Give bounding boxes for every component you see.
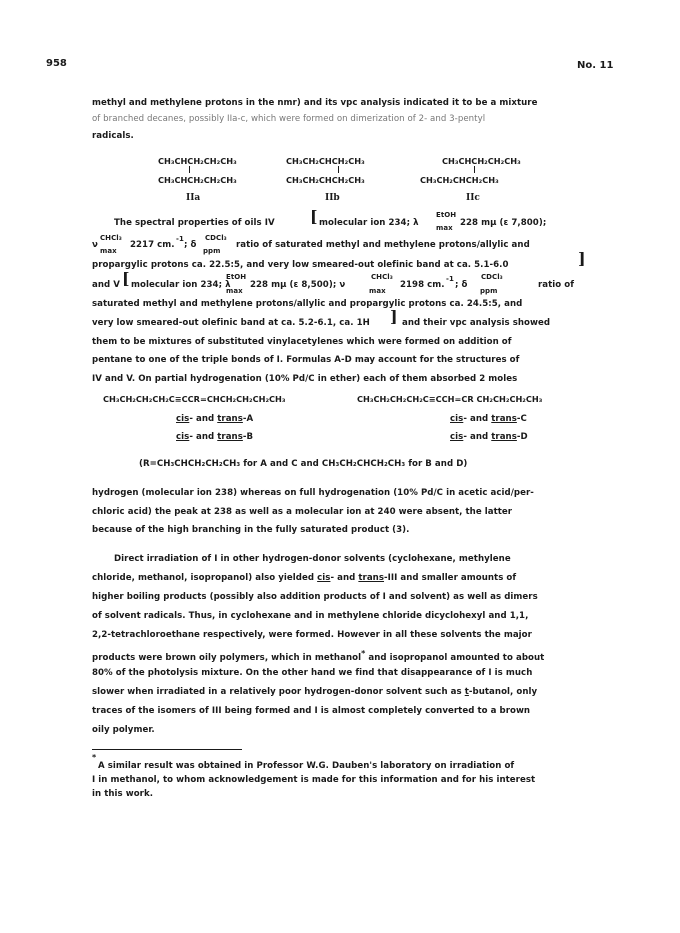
text-run: products were brown oily polymers, which in methanol: [92, 652, 362, 663]
formula-a-b: CH₃CH₂CH₂CH₂C≡CCR=CHCH₂CH₂CH₂CH₃: [103, 394, 286, 404]
text-run: trans: [491, 414, 517, 424]
text-run: very low smeared-out olefinic band at ca. 5.2-6.1, ca. 1H: [92, 318, 370, 328]
text-run: 228 mμ (ε 7,800);: [460, 218, 547, 228]
superscript: CDCl₃: [205, 234, 227, 242]
superscript: EtOH: [226, 273, 247, 281]
paragraph-line: saturated methyl and methylene protons/allylic and propargylic protons ca. 24.5:5, and: [92, 299, 523, 309]
text-run: and isopropanol amounted to about: [368, 652, 545, 663]
text-run: t: [464, 687, 469, 697]
subscript: max: [226, 287, 243, 295]
paragraph-line: IV and V. On partial hydrogenation (10% Pd/C in ether) each of them absorbed 2 moles: [92, 374, 518, 384]
paragraph-line: chloric acid) the peak at 238 as well as a molecular ion at 240 were absent, the latter: [92, 507, 513, 517]
footnote-rule: [92, 749, 242, 750]
paragraph-line: of branched decanes, possibly IIa-c, which were formed on dimerization of 2- and 3-pentyl: [92, 114, 486, 124]
paragraph-line: [114, 218, 275, 228]
bracket-close: ]: [390, 307, 398, 326]
superscript: CHCl₃: [100, 234, 122, 242]
paragraph-line: of solvent radicals. Thus, in cyclohexane and in methylene chloride dicyclohexyl and 1,1,: [92, 611, 529, 621]
bracket-open: [: [310, 207, 318, 226]
formula-line: CH₃CHCH₂CH₂CH₃: [158, 175, 237, 185]
paragraph-line: 80% of the photolysis mixture. On the other hand we find that disappearance of I is much: [92, 668, 533, 678]
paragraph-line: [92, 573, 516, 583]
text-run: chloride, methanol, isopropanol) also yielded: [92, 573, 315, 583]
formula-line: CH₃CH₂CHCH₂CH₃: [286, 175, 365, 185]
text-run: -B: [242, 432, 254, 442]
text-run: - and: [330, 573, 356, 583]
text-run: molecular ion 234; λ: [131, 280, 231, 290]
paragraph-line: radicals.: [92, 131, 134, 141]
formula-line: CH₃CHCH₂CH₂CH₃: [158, 156, 237, 166]
subscript: max: [436, 224, 453, 232]
formula-line: CH₃CH₂CHCH₂CH₃: [286, 156, 365, 166]
text-run: cis: [176, 432, 190, 442]
text-run: trans: [491, 432, 517, 442]
text-run: cis: [450, 432, 464, 442]
text-run: slower when irradiated in a relatively poor hydrogen-donor solvent such as: [92, 687, 462, 697]
paragraph-line: pentane to one of the triple bonds of I. Formulas A-D may account for the structures of: [92, 355, 520, 365]
paragraph-line: 2,2-tetrachloroethane respectively, were formed. However in all these solvents the major: [92, 630, 532, 640]
paragraph-line: traces of the isomers of III being formed and I is almost completely converted to a brown: [92, 706, 531, 716]
text-run: ; δ: [455, 280, 468, 290]
footnote-line: in this work.: [92, 789, 154, 799]
text-run: 228 mμ (ε 8,500); ν: [250, 280, 346, 290]
text-run: ; δ: [184, 240, 197, 250]
text-run: 2217 cm.: [130, 240, 175, 250]
superscript: -1: [176, 235, 184, 243]
text-run: -C: [516, 414, 527, 424]
formula-c-d: CH₃CH₂CH₂CH₂C≡CCH=CR CH₂CH₂CH₂CH₃: [357, 394, 543, 404]
text-run: - and: [189, 414, 215, 424]
text-run: - and: [463, 414, 489, 424]
compound-label: IIb: [325, 193, 340, 203]
text-run: trans: [217, 432, 243, 442]
compound-label: IIc: [466, 193, 480, 203]
formula-line: CH₃CH₂CHCH₂CH₃: [420, 175, 499, 185]
text-run: -III and smaller amounts of: [384, 573, 517, 583]
text-run: cis: [317, 573, 331, 583]
text-run: ratio of: [538, 280, 575, 290]
isomer-label-a: [176, 414, 253, 424]
footnote-line: A similar result was obtained in Professor W.G. Dauben's laboratory on irradiation of: [98, 761, 515, 771]
paragraph-line: propargylic protons ca. 22.5:5, and very low smeared-out olefinic band at ca. 5.1-6.0: [92, 260, 509, 270]
journal-issue: No. 11: [577, 60, 614, 71]
text-run: The spectral properties of oils IV: [114, 218, 275, 228]
isomer-label-b: [176, 432, 253, 442]
bracket-open: [: [122, 269, 130, 288]
bracket-close: ]: [578, 249, 586, 268]
text-run: 2198 cm.: [400, 280, 445, 290]
page-number: 958: [46, 58, 67, 69]
text-run: trans: [217, 414, 243, 424]
isomer-label-d: [450, 432, 528, 442]
text-run: -butanol, only: [468, 687, 538, 697]
text-run: ν: [92, 240, 98, 250]
r-group-definition: (R=CH₃CHCH₂CH₂CH₃ for A and C and CH₃CH₂CHCH₂CH₃ for B and D): [139, 459, 468, 469]
paragraph-line: [92, 687, 537, 697]
text-run: cis: [176, 414, 190, 424]
subscript: ppm: [480, 287, 498, 295]
text-run: - and: [463, 432, 489, 442]
paragraph-line: higher boiling products (possibly also addition products of I and solvent) as well as dimers: [92, 592, 538, 602]
footnote-marker: *: [92, 753, 97, 762]
footnote-line: I in methanol, to whom acknowledgement is made for this information and for his interest: [92, 775, 536, 785]
paragraph-line: oily polymer.: [92, 725, 155, 735]
text-run: molecular ion 234; λ: [319, 218, 419, 228]
superscript: CDCl₃: [481, 273, 503, 281]
paragraph-line: because of the high branching in the fully saturated product (3).: [92, 525, 410, 535]
superscript: EtOH: [436, 211, 457, 219]
text-run: trans: [358, 573, 385, 583]
text-run: and V: [92, 280, 120, 290]
text-run: and their vpc analysis showed: [402, 318, 551, 328]
formula-line: CH₃CHCH₂CH₂CH₃: [442, 156, 521, 166]
footnote-marker: *: [361, 649, 366, 658]
subscript: max: [369, 287, 386, 295]
text-run: -D: [516, 432, 528, 442]
text-run: cis: [450, 414, 464, 424]
paragraph-line: them to be mixtures of substituted vinylacetylenes which were formed on addition of: [92, 337, 512, 347]
paragraph-line: hydrogen (molecular ion 238) whereas on full hydrogenation (10% Pd/C in acetic acid/per-: [92, 488, 534, 498]
subscript: ppm: [203, 247, 221, 255]
text-run: ratio of saturated methyl and methylene protons/allylic and: [236, 240, 530, 250]
text-run: - and: [189, 432, 215, 442]
superscript: -1: [446, 275, 454, 283]
superscript: CHCl₃: [371, 273, 393, 281]
compound-label: IIa: [186, 193, 201, 203]
paragraph-line: Direct irradiation of I in other hydrogen-donor solvents (cyclohexane, methylene: [114, 554, 511, 564]
isomer-label-c: [450, 414, 527, 424]
paragraph-line: [92, 649, 544, 663]
subscript: max: [100, 247, 117, 255]
text-run: -A: [242, 414, 254, 424]
paragraph-line: methyl and methylene protons in the nmr) and its vpc analysis indicated it to be a mixture: [92, 98, 538, 108]
